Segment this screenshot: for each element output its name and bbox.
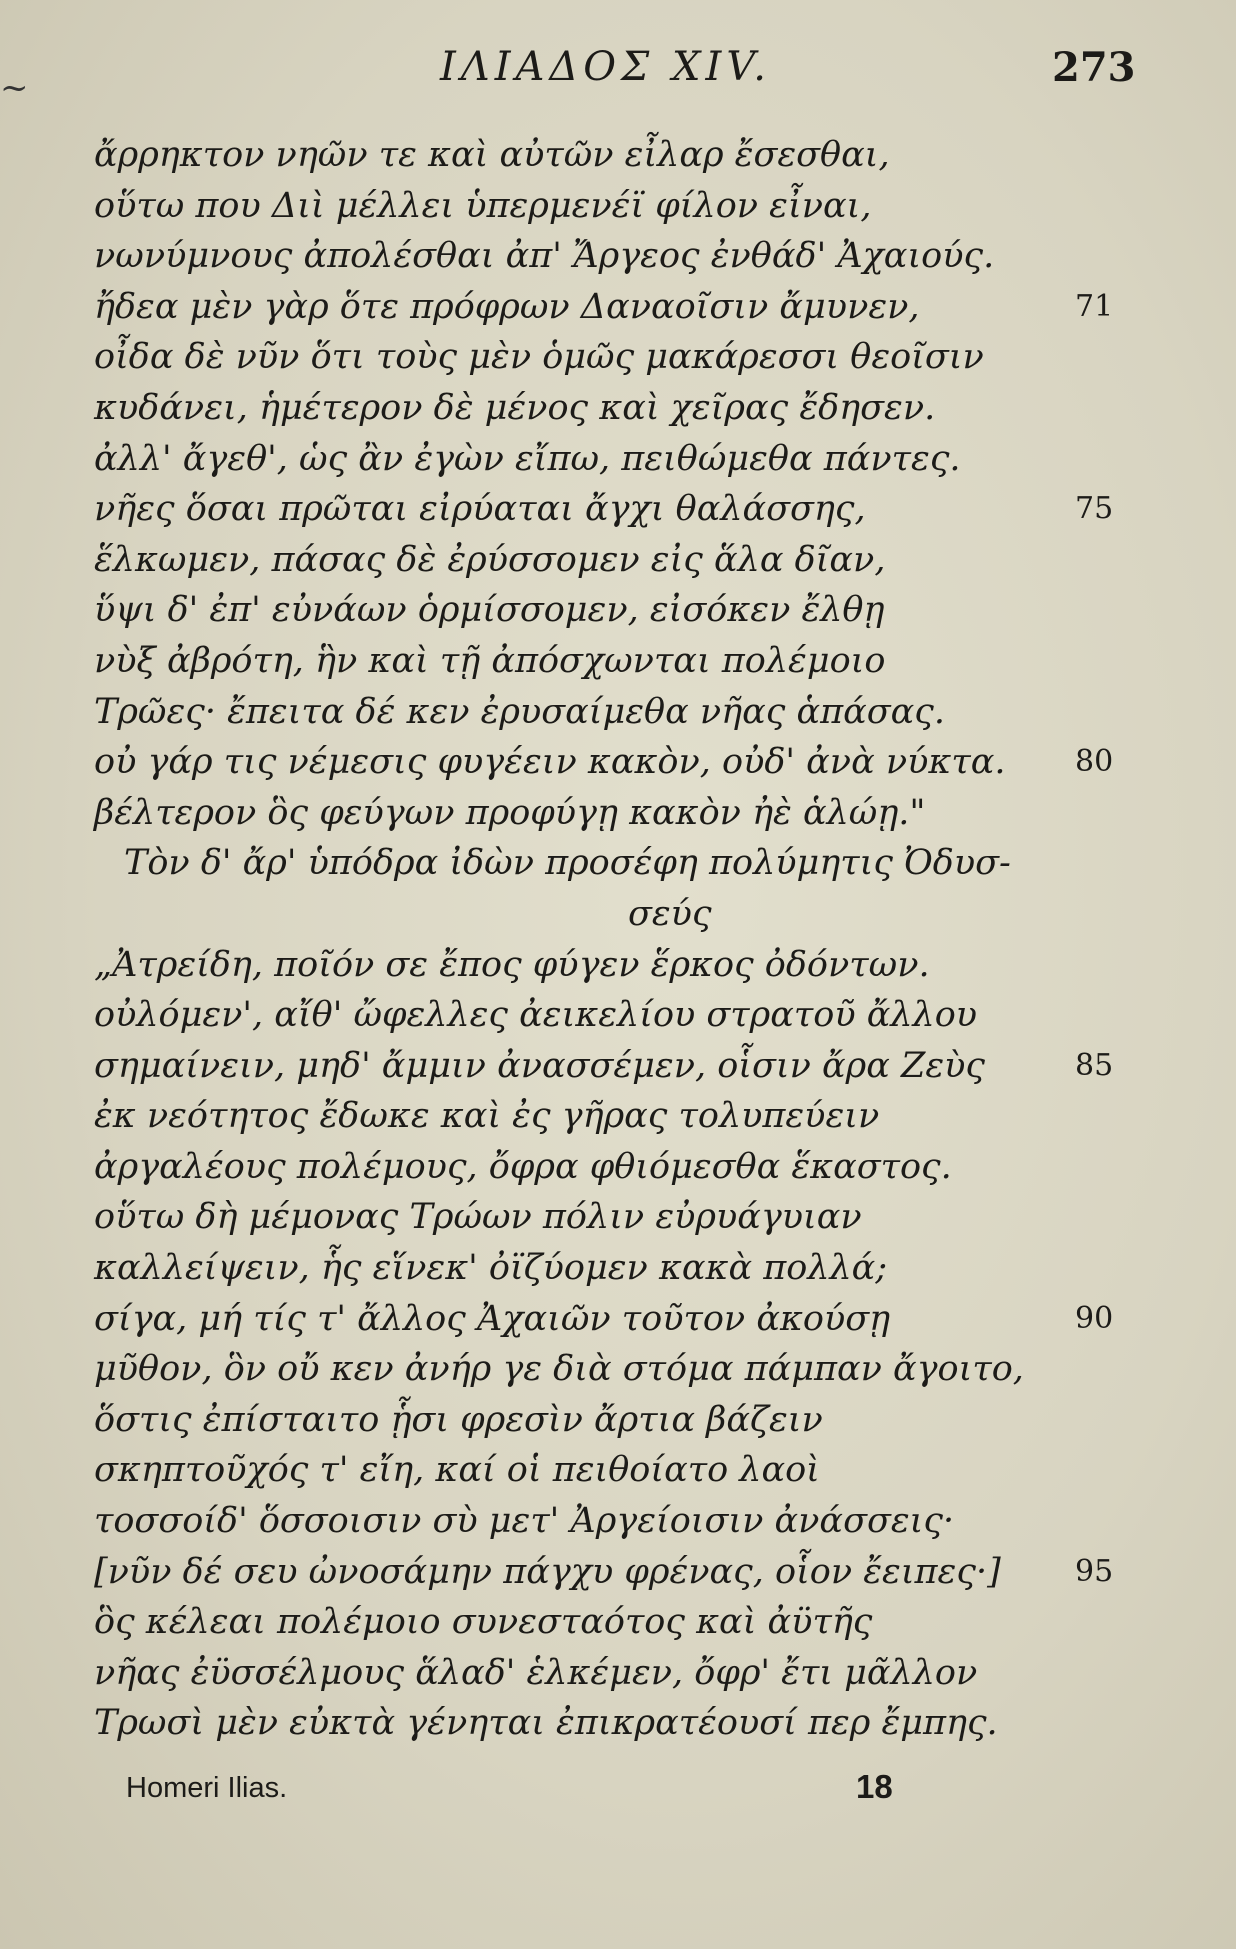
verse-line xyxy=(0,434,1236,485)
verse-line xyxy=(0,383,1236,434)
verse-text: ἕλκωμεν, πάσας δὲ ἐρύσσομεν εἰς ἅλα δῖαν, xyxy=(94,539,886,580)
verse-text: ὃς κέλεαι πολέμοιο συνεσταότος καὶ ἀϋτῆς xyxy=(94,1602,873,1643)
line-number: 85 xyxy=(1075,1047,1114,1083)
line-number: 80 xyxy=(1075,744,1114,780)
verse-line xyxy=(0,282,1236,333)
verse-line xyxy=(0,1496,1236,1547)
verse-line xyxy=(0,585,1236,636)
verse-line xyxy=(0,838,1236,889)
verse-line xyxy=(0,1445,1236,1496)
verse-line xyxy=(0,1597,1236,1648)
verse-block xyxy=(0,130,1236,1749)
verse-text: νὺξ ἀβρότη, ἣν καὶ τῇ ἀπόσχωνται πολέμοιο xyxy=(94,640,886,681)
verse-line xyxy=(0,1395,1236,1446)
running-title: ΙΛΙΑΔΟΣ XIV. xyxy=(440,44,771,90)
verse-text: Τρῶες· ἔπειτα δέ κεν ἐρυσαίμεθα νῆας ἁπάσας. xyxy=(94,691,946,732)
verse-line xyxy=(0,1041,1236,1092)
verse-text: σίγα, μή τίς τ' ἄλλος Ἀχαιῶν τοῦτον ἀκούσῃ xyxy=(94,1298,891,1339)
verse-line xyxy=(0,687,1236,738)
verse-text: ἄρρηκτον νηῶν τε καὶ αὐτῶν εἶλαρ ἔσεσθαι, xyxy=(94,135,890,175)
verse-text: οἶδα δὲ νῦν ὅτι τοὺς μὲν ὁμῶς μακάρεσσι θεοῖσιν xyxy=(94,337,984,378)
verse-line xyxy=(0,1648,1236,1699)
verse-text: ὅστις ἐπίσταιτο ᾗσι φρεσὶν ἄρτια βάζειν xyxy=(94,1399,823,1440)
verse-line xyxy=(0,737,1236,788)
signature-mark: 18 xyxy=(856,1768,893,1805)
verse-line xyxy=(0,1698,1236,1749)
verse-line xyxy=(0,181,1236,232)
page-footer xyxy=(0,1764,1236,1814)
line-number: 95 xyxy=(1075,1553,1114,1589)
verse-text: οὐ γάρ τις νέμεσις φυγέειν κακὸν, οὐδ' ἀνὰ νύκτα. xyxy=(94,742,1006,783)
verse-text: σκηπτοῦχός τ' εἴη, καί οἱ πειθοίατο λαοὶ xyxy=(94,1450,820,1491)
line-number: 90 xyxy=(1075,1300,1114,1336)
verse-line xyxy=(0,1243,1236,1294)
page-header xyxy=(0,38,1236,108)
verse-line xyxy=(0,130,1236,181)
signature-title: Homeri Ilias. xyxy=(126,1772,288,1804)
verse-text: νῆες ὅσαι πρῶται εἰρύαται ἄγχι θαλάσσης, xyxy=(94,489,866,530)
verse-text: καλλείψειν, ἧς εἵνεκ' ὀϊζύομεν κακὰ πολλά; xyxy=(94,1248,888,1289)
verse-text: τοσσοίδ' ὅσσοισιν σὺ μετ' Ἀργείοισιν ἀνάσσεις· xyxy=(94,1501,955,1542)
verse-line xyxy=(0,990,1236,1041)
verse-line xyxy=(0,484,1236,535)
verse-line xyxy=(0,889,1236,940)
verse-line xyxy=(0,1547,1236,1598)
verse-text: ἐκ νεότητος ἔδωκε καὶ ἐς γῆρας τολυπεύειν xyxy=(94,1096,880,1137)
verse-text: ἀργαλέους πολέμους, ὄφρα φθιόμεσθα ἕκαστος. xyxy=(94,1146,952,1187)
verse-text: οὕτω δὴ μέμονας Τρώων πόλιν εὐρυάγυιαν xyxy=(94,1197,862,1238)
verse-line xyxy=(0,535,1236,586)
corner-mark: ~ xyxy=(0,68,29,108)
verse-text: οὕτω που Διὶ μέλλει ὑπερμενέϊ φίλον εἶναι, xyxy=(94,185,872,226)
verse-line xyxy=(0,1192,1236,1243)
verse-text: κυδάνει, ἡμέτερον δὲ μένος καὶ χεῖρας ἔδησεν. xyxy=(94,387,936,428)
verse-line xyxy=(0,231,1236,282)
verse-text: ἤδεα μὲν γὰρ ὅτε πρόφρων Δαναοῖσιν ἄμυνεν, xyxy=(94,286,920,327)
verse-line xyxy=(0,1294,1236,1345)
verse-line xyxy=(0,788,1236,839)
line-number: 71 xyxy=(1075,288,1114,324)
verse-text: μῦθον, ὃν οὔ κεν ἀνήρ γε διὰ στόμα πάμπαν ἄγοιτο, xyxy=(94,1349,1024,1390)
verse-text: [νῦν δέ σευ ὠνοσάμην πάγχυ φρένας, οἷον ἔειπες·] xyxy=(94,1551,1001,1592)
line-number: 75 xyxy=(1075,491,1114,527)
verse-text: ἀλλ' ἄγεθ', ὡς ἂν ἐγὼν εἴπω, πειθώμεθα πάντες. xyxy=(94,438,961,479)
page-number: 273 xyxy=(1052,44,1136,91)
verse-text: „Ἀτρείδη, ποῖόν σε ἔπος φύγεν ἕρκος ὀδόντων. xyxy=(94,944,930,985)
verse-line xyxy=(0,1091,1236,1142)
verse-line xyxy=(0,332,1236,383)
verse-text: σεύς xyxy=(628,893,712,934)
verse-line xyxy=(0,636,1236,687)
verse-text: Τρωσὶ μὲν εὐκτὰ γένηται ἐπικρατέουσί περ ἔμπης. xyxy=(94,1703,998,1744)
verse-text: οὐλόμεν', αἴθ' ὤφελλες ἀεικελίου στρατοῦ ἄλλου xyxy=(94,995,978,1036)
verse-text: σημαίνειν, μηδ' ἄμμιν ἀνασσέμεν, οἷσιν ἄρα Ζεὺς xyxy=(94,1045,985,1086)
verse-text: βέλτερον ὃς φεύγων προφύγῃ κακὸν ἠὲ ἁλώῃ." xyxy=(94,792,926,833)
verse-text: νωνύμνους ἀπολέσθαι ἀπ' Ἄργεος ἐνθάδ' Ἀχαιούς. xyxy=(94,236,995,277)
verse-text: νῆας ἐϋσσέλμους ἅλαδ' ἑλκέμεν, ὄφρ' ἔτι μᾶλλον xyxy=(94,1652,978,1693)
verse-line xyxy=(0,1142,1236,1193)
verse-line xyxy=(0,940,1236,991)
verse-line xyxy=(0,1344,1236,1395)
verse-text: ὕψι δ' ἐπ' εὐνάων ὁρμίσσομεν, εἰσόκεν ἔλθῃ xyxy=(94,590,885,631)
verse-text: Τὸν δ' ἄρ' ὑπόδρα ἰδὼν προσέφη πολύμητις Ὀδυσ- xyxy=(124,843,1011,884)
